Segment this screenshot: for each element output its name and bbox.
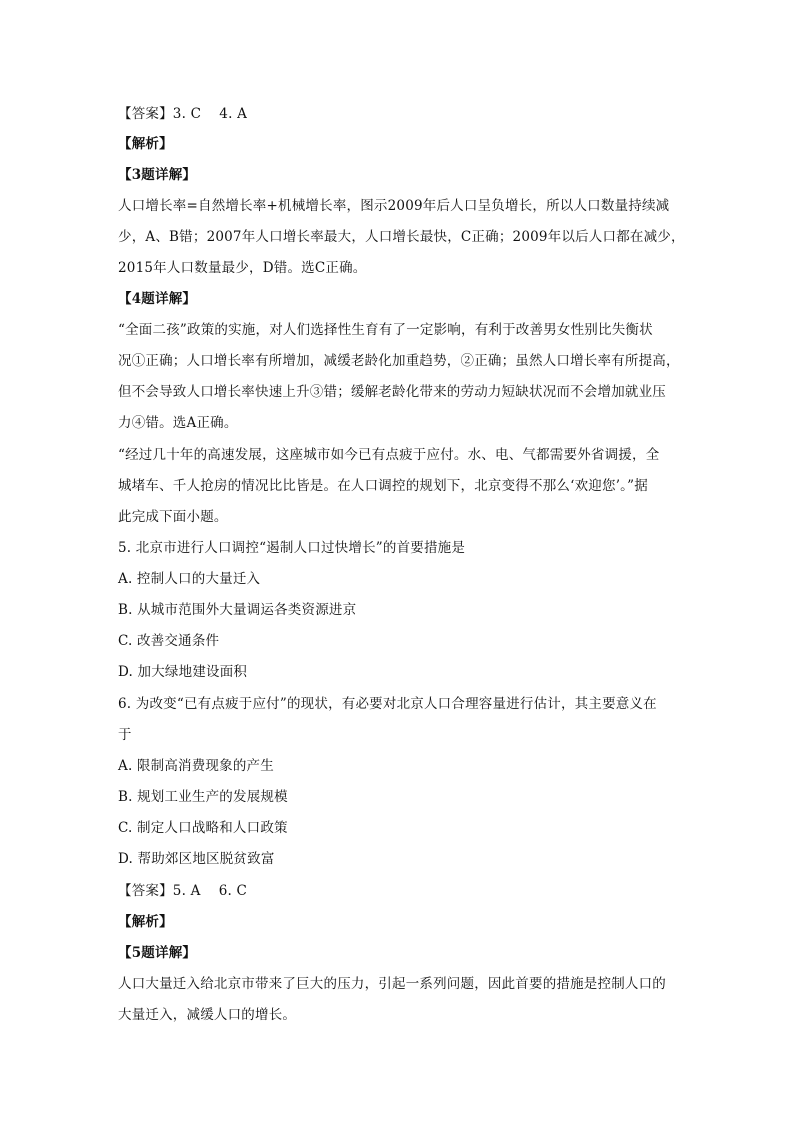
analysis-heading: 【解析】 [118, 136, 173, 152]
analysis-heading: 【解析】 [118, 914, 173, 930]
q6-option-c: C. 制定人口战略和人口政策 [118, 820, 288, 836]
q5-detail-line: 大量迁入，减缓人口的增长。 [118, 1007, 297, 1023]
answer-line-5-6: 【答案】5. A 6. C [118, 883, 248, 899]
q3-detail-heading: 【3题详解】 [118, 167, 197, 183]
q5-detail-line: 人口大量迁入给北京市带来了巨大的压力，引起一系列问题，因此首要的措施是控制人口的 [118, 976, 666, 992]
q3-detail-line: 少，A、B错；2007年人口增长率最大，人口增长最快，C正确；2009年以后人口都在减少， [118, 229, 685, 245]
q5-option-c: C. 改善交通条件 [118, 633, 220, 649]
question-6: 6. 为改变“已有点疲于应付”的现状，有必要对北京人口合理容量进行估计，其主要意义在 [118, 696, 657, 712]
q5-option-a: A. 控制人口的大量迁入 [118, 571, 261, 587]
q4-detail-heading: 【4题详解】 [118, 291, 197, 307]
q4-detail-line: “全面二孩”政策的实施，对人们选择性生育有了一定影响，有利于改善男女性别比失衡状 [118, 322, 653, 338]
q6-option-d: D. 帮助郊区地区脱贫致富 [118, 851, 275, 867]
q4-detail-line: 况①正确；人口增长率有所增加，减缓老龄化加重趋势，②正确；虽然人口增长率有所提高， [118, 353, 680, 369]
q5-option-b: B. 从城市范围外大量调运各类资源进京 [118, 602, 357, 618]
q3-detail-line: 人口增长率=自然增长率+机械增长率，图示2009年后人口呈负增长，所以人口数量持续减 [118, 198, 670, 214]
q4-detail-line: 但不会导致人口增长率快速上升③错；缓解老龄化带来的劳动力短缺状况而不会增加就业压 [118, 384, 666, 400]
question-6-cont: 于 [118, 727, 132, 743]
passage-line: 城堵车、千人抢房的情况比比皆是。在人口调控的规划下，北京变得不那么‘欢迎您’。”据 [118, 478, 648, 494]
q4-detail-line: 力④错。选A正确。 [118, 415, 238, 431]
q6-option-a: A. 限制高消费现象的产生 [118, 758, 274, 774]
q6-option-b: B. 规划工业生产的发展规模 [118, 789, 288, 805]
q5-option-d: D. 加大绿地建设面积 [118, 664, 248, 680]
q3-detail-line: 2015年人口数量最少，D错。选C正确。 [118, 260, 367, 276]
passage-line: “经过几十年的高速发展，这座城市如今已有点疲于应付。水、电、气都需要外省调援，全 [118, 447, 660, 463]
q5-detail-heading: 【5题详解】 [118, 945, 197, 961]
answer-line-3-4: 【答案】3. C 4. A [118, 106, 248, 122]
question-5: 5. 北京市进行人口调控“遏制人口过快增长”的首要措施是 [118, 540, 466, 556]
passage-line: 此完成下面小题。 [118, 509, 228, 525]
